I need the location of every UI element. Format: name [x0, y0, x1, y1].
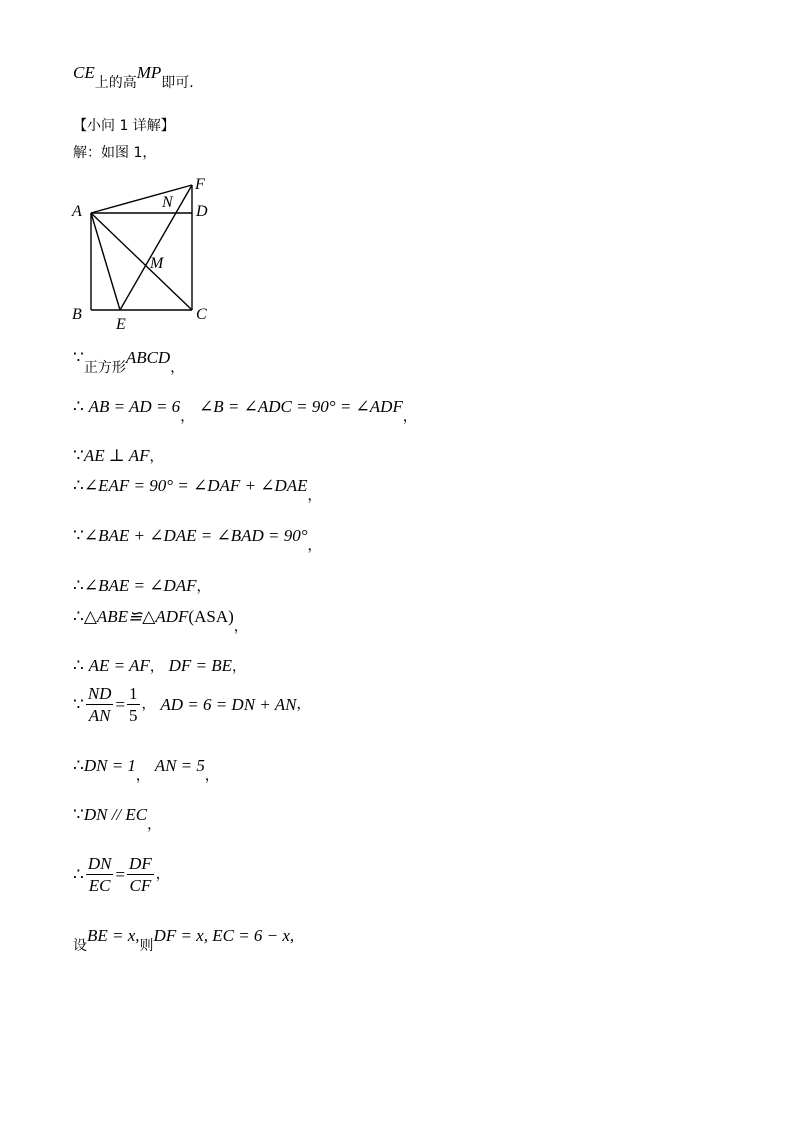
frac-den: CF — [129, 876, 152, 895]
line-ratio — [73, 685, 310, 724]
label-b: B — [72, 306, 82, 323]
math-mp: MP — [136, 63, 162, 82]
symbol-therefore: ∴ — [73, 607, 84, 626]
symbol-because: ∵ — [73, 695, 84, 714]
punct: ， — [141, 696, 156, 713]
line-ce-height — [73, 63, 194, 91]
math-df-be: DF = BE — [168, 656, 232, 675]
line-congruent — [73, 607, 248, 635]
punct: ， — [296, 696, 311, 713]
text-set: 设 — [73, 938, 87, 954]
segment-af — [91, 185, 192, 213]
punct: ， — [204, 768, 219, 784]
symbol-because: ∵ — [73, 446, 84, 465]
frac-num: DF — [129, 854, 152, 873]
line-angle-eq — [73, 577, 211, 594]
punct: ， — [149, 659, 164, 675]
punct: ， — [147, 817, 162, 833]
math-abcd: ABCD — [125, 348, 171, 367]
math-eaf: ∠EAF = 90° = ∠DAF + ∠DAE — [83, 476, 308, 495]
fraction-one-fifth — [127, 685, 140, 724]
math-bae: ∠BAE + ∠DAE = ∠BAD = 90° — [83, 526, 308, 545]
label-n: N — [162, 194, 173, 211]
frac-den: EC — [88, 876, 111, 895]
frac-den: 5 — [129, 706, 138, 725]
symbol-because: ∵ — [73, 805, 84, 824]
punct: ， — [170, 360, 185, 376]
symbol-therefore: ∴ — [73, 865, 84, 884]
math-df-ec: DF = x, EC = 6 − x, — [153, 926, 295, 945]
math-parallel: DN // EC — [83, 805, 148, 824]
line-ae-af — [73, 657, 246, 674]
line-dn-an — [73, 756, 219, 784]
text-square: 正方形 — [83, 360, 126, 376]
line-square — [73, 348, 185, 376]
fraction-nd-an — [86, 685, 114, 724]
math-ae-af: AE = AF — [88, 656, 150, 675]
math-congruent: △ABE≌△ADF — [83, 607, 189, 626]
punct: ， — [149, 449, 164, 465]
punct: ， — [307, 488, 322, 504]
punct: ， — [155, 866, 170, 883]
frac-num: 1 — [129, 684, 138, 703]
label-m: M — [150, 255, 164, 272]
text-asa: (ASA) — [188, 607, 234, 626]
line-ab-ad — [73, 397, 417, 425]
symbol-because: ∵ — [73, 348, 84, 367]
intro-text: 解：如图 1， — [73, 145, 157, 161]
segment-ef — [120, 185, 192, 310]
line-set-x — [73, 926, 295, 954]
symbol-therefore: ∴ — [73, 576, 84, 595]
symbol-therefore: ∴ — [73, 397, 84, 416]
geometry-figure — [66, 172, 226, 334]
math-ad-sum: AD = 6 = DN + AN — [160, 695, 297, 714]
punct: ， — [180, 409, 195, 425]
punct: ， — [232, 659, 246, 675]
math-dn: DN = 1 — [83, 756, 136, 775]
text-tail: 即可. — [161, 75, 194, 91]
line-fraction-eq — [73, 855, 170, 894]
math-angles: ∠B = ∠ADC = 90° = ∠ADF — [198, 397, 403, 416]
punct: ， — [135, 768, 150, 784]
fraction-df-cf — [127, 855, 154, 894]
section-heading: 【小问 1 详解】 — [73, 118, 175, 134]
punct: ， — [402, 409, 417, 425]
frac-num: ND — [87, 684, 112, 703]
label-f: F — [195, 176, 205, 193]
punct: ， — [196, 579, 211, 595]
math-be-x: BE = x, — [87, 926, 140, 945]
math-an: AN = 5 — [154, 756, 205, 775]
math-perp: AE ⊥ AF — [83, 446, 150, 465]
symbol-equals: = — [115, 865, 126, 884]
symbol-equals: = — [115, 695, 126, 714]
punct: ， — [307, 538, 322, 554]
frac-num: DN — [87, 854, 112, 873]
symbol-therefore: ∴ — [73, 756, 84, 775]
frac-den: AN — [88, 706, 111, 725]
symbol-therefore: ∴ — [73, 476, 84, 495]
text-height: 上的高 — [94, 75, 137, 91]
line-parallel — [73, 805, 162, 833]
symbol-therefore: ∴ — [73, 656, 84, 675]
label-d: D — [196, 203, 208, 220]
label-c: C — [196, 306, 207, 323]
math-angle-eq: ∠BAE = ∠DAF — [83, 576, 197, 595]
label-e: E — [116, 316, 126, 333]
math-ce: CE — [73, 63, 95, 82]
symbol-because: ∵ — [73, 526, 84, 545]
fraction-dn-ec — [86, 855, 114, 894]
line-bae — [73, 526, 322, 554]
line-perp — [73, 447, 164, 464]
text-then: 则 — [139, 938, 154, 954]
line-eaf — [73, 476, 322, 504]
punct: ， — [233, 619, 248, 635]
label-a: A — [72, 203, 82, 220]
math-ab-ad: AB = AD = 6 — [88, 397, 181, 416]
